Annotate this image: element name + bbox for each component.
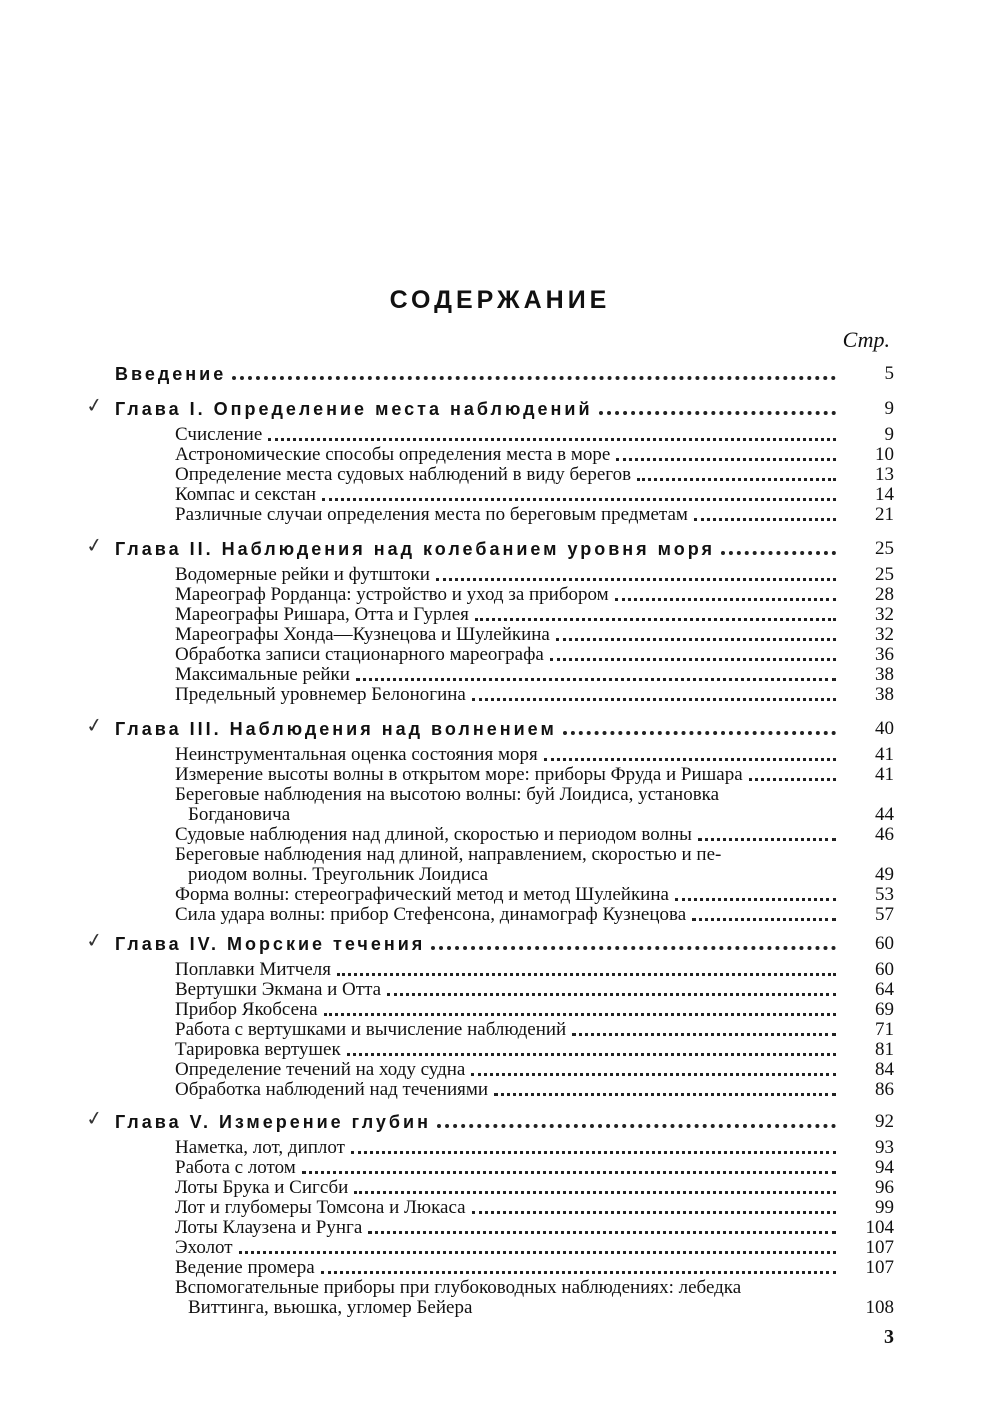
dot-leader <box>694 514 836 521</box>
toc-chapter-heading <box>115 717 840 739</box>
toc-section <box>175 503 840 525</box>
dot-leader <box>387 989 836 996</box>
toc-chapter-heading-text: Глава I. Определение места наблюдений <box>115 399 593 419</box>
toc-section-page: 86 <box>875 1079 894 1100</box>
toc-section <box>175 978 840 1000</box>
dot-leader <box>599 407 836 415</box>
dot-leader <box>749 774 836 781</box>
toc-section-page: 10 <box>875 444 894 465</box>
toc-section-text: Работа с лотом <box>175 1157 296 1178</box>
toc-section-page: 36 <box>875 644 894 665</box>
toc-section-page: 53 <box>875 884 894 905</box>
toc-section-page: 32 <box>875 604 894 625</box>
dot-leader <box>472 694 836 701</box>
toc-section-page: 57 <box>875 904 894 925</box>
page-title: СОДЕРЖАНИЕ <box>389 286 611 314</box>
toc-introduction-text: Введение <box>115 364 227 384</box>
toc-chapter-heading-text: Глава V. Измерение глубин <box>115 1112 431 1132</box>
toc-section-text: Работа с вертушками и вычисление наблюдений <box>175 1019 567 1040</box>
toc-section-text: Лот и глубомеры Томсона и Люкаса <box>175 1197 466 1218</box>
toc-section-text: Астрономические способы определения места в море <box>175 444 611 465</box>
toc-section-page: 60 <box>875 959 894 980</box>
dot-leader <box>615 594 836 601</box>
dot-leader <box>368 1227 836 1234</box>
check-mark-icon: ✓ <box>84 713 105 739</box>
toc-section <box>175 1176 840 1198</box>
toc-section <box>175 1236 840 1258</box>
dot-leader <box>431 942 836 950</box>
toc-section-text: Судовые наблюдения над длиной, скоростью и периодом волны <box>175 824 692 845</box>
toc-section-text: Ведение промера <box>175 1257 315 1278</box>
toc-section-text: Лоты Клаузена и Рунга <box>175 1217 363 1238</box>
toc-section <box>175 883 840 905</box>
toc-section-page: 84 <box>875 1059 894 1080</box>
toc-section <box>175 1156 840 1178</box>
toc-section-text: Поплавки Митчеля <box>175 959 331 980</box>
check-mark-icon: ✓ <box>84 393 105 419</box>
toc-chapter-heading <box>115 537 840 559</box>
toc-section-text: Форма волны: стереографический метод и метод Шулейкина <box>175 884 669 905</box>
toc-section <box>175 443 840 465</box>
toc-section-page: 38 <box>875 664 894 685</box>
dot-leader <box>698 834 836 841</box>
toc-introduction <box>115 362 840 384</box>
toc-chapter-heading-page: 60 <box>875 933 894 954</box>
toc-section-text: Лоты Брука и Сигсби <box>175 1177 349 1198</box>
dot-leader <box>239 1247 836 1254</box>
toc-section-page: 107 <box>865 1237 894 1258</box>
toc-section-page: 71 <box>875 1019 894 1040</box>
toc-section-page: 107 <box>865 1257 894 1278</box>
toc-section-page: 21 <box>875 504 894 525</box>
toc-chapter-heading <box>115 1110 840 1132</box>
dot-leader <box>563 727 836 735</box>
toc-section <box>175 463 840 485</box>
toc-section <box>175 423 840 445</box>
toc-chapter-heading-page: 40 <box>875 718 894 739</box>
toc-chapter-heading-text: Глава IV. Морские течения <box>115 934 426 954</box>
toc-section-page: 94 <box>875 1157 894 1178</box>
toc-section-text: Сила удара волны: прибор Стефенсона, динамограф Кузнецова <box>175 904 687 925</box>
dot-leader <box>351 1147 836 1154</box>
dot-leader <box>616 454 836 461</box>
toc-section <box>175 1018 840 1040</box>
toc-section-page: 41 <box>875 764 894 785</box>
dot-leader <box>436 574 836 581</box>
dot-leader <box>324 1009 836 1016</box>
dot-leader <box>232 372 836 380</box>
dot-leader <box>337 969 836 976</box>
dot-leader <box>354 1187 836 1194</box>
toc-section <box>175 998 840 1020</box>
toc-section-text: Счисление <box>175 424 263 445</box>
toc-section <box>175 1256 840 1278</box>
toc-section <box>175 663 840 685</box>
toc-section <box>175 583 840 605</box>
toc-chapter-heading <box>115 932 840 954</box>
toc-section-page: 69 <box>875 999 894 1020</box>
toc-section <box>175 743 840 765</box>
toc-section-page: 44 <box>875 804 894 825</box>
toc-section <box>175 1078 840 1100</box>
toc-section-text: Наметка, лот, диплот <box>175 1137 345 1158</box>
dot-leader <box>471 1069 836 1076</box>
dot-leader <box>322 494 836 501</box>
toc-section <box>175 843 840 865</box>
toc-section-text: Обработка наблюдений над течениями <box>175 1079 489 1100</box>
toc-section-page: 96 <box>875 1177 894 1198</box>
toc-section-page: 99 <box>875 1197 894 1218</box>
toc-section <box>175 563 840 585</box>
toc-section <box>175 623 840 645</box>
toc-section-text: Прибор Якобсена <box>175 999 318 1020</box>
toc-section-text: Мареографы Хонда—Кузнецова и Шулейкина <box>175 624 550 645</box>
toc-section <box>175 1136 840 1158</box>
toc-section <box>175 1196 840 1218</box>
dot-leader <box>544 754 836 761</box>
toc-section-text: Водомерные рейки и футштоки <box>175 564 430 585</box>
toc-chapter-heading-page: 92 <box>875 1111 894 1132</box>
toc-section-text: Различные случаи определения места по береговым предметам <box>175 504 688 525</box>
toc-section <box>175 1058 840 1080</box>
toc-section-page: 81 <box>875 1039 894 1060</box>
dot-leader <box>437 1120 836 1128</box>
toc-section-page: 49 <box>875 864 894 885</box>
toc-section-text: Эхолот <box>175 1237 233 1258</box>
toc-section <box>175 763 840 785</box>
dot-leader <box>268 434 836 441</box>
toc-section-continuation: риодом волны. Треугольник Лоидиса <box>188 864 489 885</box>
toc-section-page: 104 <box>865 1217 894 1238</box>
toc-section-page: 46 <box>875 824 894 845</box>
toc-section-page: 25 <box>875 564 894 585</box>
toc-section-text: Измерение высоты волны в открытом море: приборы Фруда и Ришара <box>175 764 743 785</box>
toc-section-page: 64 <box>875 979 894 1000</box>
page-column-label: Стр. <box>842 327 890 352</box>
toc-section-text: Обработка записи стационарного мареографа <box>175 644 544 665</box>
dot-leader <box>637 474 836 481</box>
toc-chapter-heading-text: Глава II. Наблюдения над колебанием уровня моря <box>115 539 716 559</box>
toc-section-page: 32 <box>875 624 894 645</box>
toc-section-page: 41 <box>875 744 894 765</box>
toc-section-text: Предельный уровнемер Белоногина <box>175 684 466 705</box>
toc-section <box>175 683 840 705</box>
toc-section <box>175 1216 840 1238</box>
toc-chapter-heading-text: Глава III. Наблюдения над волнением <box>115 719 557 739</box>
toc-section <box>175 823 840 845</box>
toc-section <box>175 783 840 805</box>
toc-chapter-heading <box>115 397 840 419</box>
toc-section <box>175 1038 840 1060</box>
dot-leader <box>721 547 836 555</box>
toc-section-text: Мареографы Ришара, Отта и Гурлея <box>175 604 469 625</box>
toc-section-text: Компас и секстан <box>175 484 317 505</box>
dot-leader <box>692 914 836 921</box>
dot-leader <box>675 894 836 901</box>
dot-leader <box>356 674 836 681</box>
page-number: 3 <box>884 1326 894 1348</box>
toc-section <box>175 958 840 980</box>
toc-section-page: 9 <box>884 424 894 445</box>
dot-leader <box>321 1267 836 1274</box>
toc-section-page: 13 <box>875 464 894 485</box>
toc-section-text: Вертушки Экмана и Отта <box>175 979 382 1000</box>
toc-section-text: Вспомогательные приборы при глубоководных наблюдениях: лебедка <box>175 1277 742 1298</box>
toc-section-text: Определение места судовых наблюдений в виду берегов <box>175 464 632 485</box>
toc-section-page: 14 <box>875 484 894 505</box>
toc-section <box>175 1276 840 1298</box>
dot-leader <box>572 1029 836 1036</box>
toc-section-page: 38 <box>875 684 894 705</box>
toc-section-text: Неинструментальная оценка состояния моря <box>175 744 538 765</box>
toc-section-text: Определение течений на ходу судна <box>175 1059 466 1080</box>
toc-section <box>175 903 840 925</box>
toc-section <box>175 643 840 665</box>
toc-section <box>175 483 840 505</box>
toc-section <box>175 603 840 625</box>
toc-section-page: 93 <box>875 1137 894 1158</box>
dot-leader <box>472 1207 836 1214</box>
check-mark-icon: ✓ <box>84 1106 105 1132</box>
dot-leader <box>550 654 836 661</box>
toc-section-text: Мареограф Рорданца: устройство и уход за прибором <box>175 584 609 605</box>
dot-leader <box>475 614 836 621</box>
dot-leader <box>347 1049 836 1056</box>
toc-section-page: 28 <box>875 584 894 605</box>
toc-section-page: 108 <box>865 1297 894 1318</box>
toc-chapter-heading-page: 25 <box>875 538 894 559</box>
toc-section-continuation: Виттинга, вьюшка, угломер Бейера <box>188 1297 473 1318</box>
toc-chapter-heading-page: 9 <box>884 398 894 419</box>
dot-leader <box>556 634 836 641</box>
dot-leader <box>494 1089 836 1096</box>
check-mark-icon: ✓ <box>84 928 105 954</box>
toc-section-text: Береговые наблюдения над длиной, направлением, скоростью и пе- <box>175 844 722 865</box>
toc-section-text: Береговые наблюдения на высотою волны: буй Лоидиса, установка <box>175 784 720 805</box>
dot-leader <box>302 1167 836 1174</box>
toc-section-continuation: Богдановича <box>188 804 291 825</box>
toc-section-text: Максимальные рейки <box>175 664 350 685</box>
toc-section-text: Тарировка вертушек <box>175 1039 341 1060</box>
toc-introduction-page: 5 <box>884 363 894 384</box>
check-mark-icon: ✓ <box>84 533 105 559</box>
